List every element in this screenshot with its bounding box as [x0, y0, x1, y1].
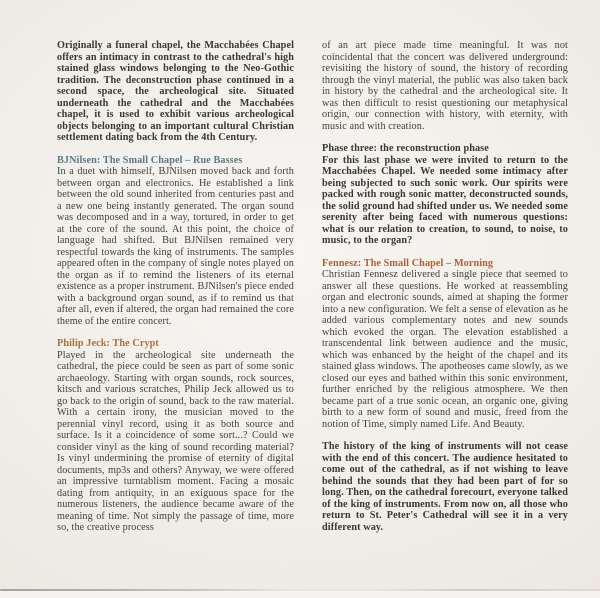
jeck-section-paragraph: Played in the archeological site underneath the cathedral, the piece could be seen as part of some sonic archaeology. Starting with organ sounds, rock sources, kitsch and various scratches, Philip Jeck allowed us to go back to the origin of sound, back to the raw material. With a certain irony, the musician moved to the perennial vinyl record, using it as both source and surface. Is it a coincidence of some sort...? Could we consider vinyl as the king of sound recording material? Is vinyl undermining the promise of eternity of digital documents, mp3s and others? Anyway, we were offered an impressive turntablism moment. Facing a mosaic dating from antiquity, in an exiguous space for the numerous listeners, the audience became aware of the meaning of time. Not simply the passage of time, more so, the creative process	[57, 349, 294, 533]
left-column	[57, 40, 294, 545]
phase-three-paragraph: For this last phase we were invited to return to the Macchabées Chapel. We needed some intimacy after being subjected to such sonic work. Our spirits were packed with rough sonic matter, deconstructed sounds, the solid ground had shifted under us. We needed some serenity after being faced with numerous questions: what is our relation to creation, to sound, to noise, to music, to the organ?	[322, 154, 568, 246]
fennesz-section-paragraph: Christian Fennesz delivered a single piece that seemed to answer all these questions. He worked at reassembling organ and electronic sounds, aimed at shaping the former into a new configuration. We felt a sense of elevation as he added various complementary notes and new sounds which evoked the organ. The elevation established a transcendental link between audience and the music, which was enhanced by the height of the chapel and its stained glass windows. The apotheoses came slowly, as we closed our eyes and bathed within this sonic environment, further enriched by the religious atmosphere. We then became part of a true sonic ocean, an organic one, giving birth to a new form of sound and music, freed from the notion of Time, simply named Life. And Beauty.	[322, 269, 569, 430]
phase-three-heading: Phase three: the reconstruction phase	[322, 143, 489, 154]
right-column	[322, 40, 568, 545]
nilsen-section-heading: BJNilsen: The Small Chapel – Rue Basses	[57, 154, 243, 166]
closing-paragraph: The history of the king of instruments will not cease with the end of this concert. The audience hesitated to come out of the cathedral, as if not wishing to leave behind the sounds that they had been part of for so long. Then, on the cathedral forecourt, everyone talked of the king of instruments. From now on, all those who return to St. Peter's Cathedral will see it in a very different way.	[322, 441, 568, 533]
continuation-paragraph: of an art piece made time meaningful. It was not coincidental that the concert was delivered underground: revisiting the history of sound, the history of recording through the vinyl material, the public was also taken back in history by the cathedral and the archeological site. It was then difficult to resist questioning our metaphysical origin, our connection with history, with eternity, with music and with creation.	[322, 40, 568, 132]
page-bottom-margin	[0, 591, 600, 598]
intro-paragraph: Originally a funeral chapel, the Macchabées Chapel offers an intimacy in contrast to the cathedral's high stained glass windows belonging to the Neo-Gothic tradition. The deconstruction phase continued in a second space, the archeological site. Situated underneath the cathedral and the Macchabées chapel, it is used to exhibit various archeological objects belonging to an important cultural Christian settlement dating back from the 4th Century.	[57, 40, 294, 143]
nilsen-section-paragraph: In a duet with himself, BJNilsen moved back and forth between organ and electronics. He established a link between the old sound inherited from centuries past and a new one being instantly generated. The organ sound was decomposed and in a way, tortured, in order to get at the core of the sound. At this point, the choice of language had shifted. But BJNilsen remained very respectful towards the king of instruments. The samples appeared often in the company of single notes played on the organ as if to remind the listeners of its eternal existence as a proper instrument. BJNilsen's piece ended with a background organ sound, as if to remind us that after all, even if altered, the organ had remained the core theme of the entire concert.	[57, 166, 294, 327]
text-columns	[57, 40, 570, 545]
jeck-section-heading: Philip Jeck: The Crypt	[57, 338, 159, 349]
fennesz-section-heading: Fennesz: The Small Chapel – Morning	[322, 257, 494, 269]
